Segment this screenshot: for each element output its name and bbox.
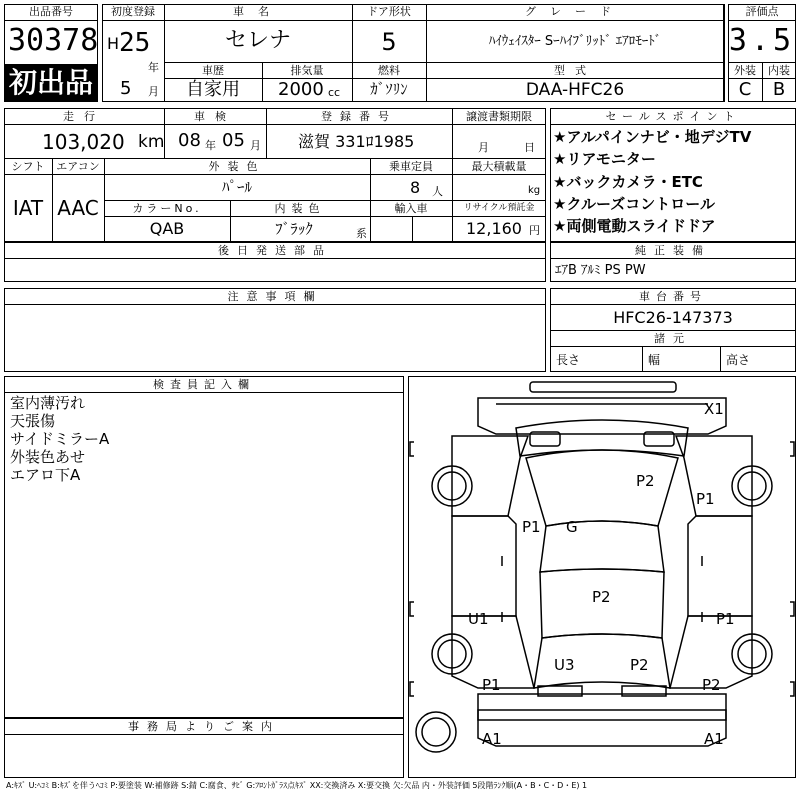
damage-mark: P1	[716, 610, 735, 628]
car-name-label: 車名	[233, 5, 283, 18]
damage-mark: P2	[592, 588, 611, 606]
office-label: 事務局よりご案内	[128, 720, 280, 733]
lot-number-label: 出品番号	[29, 5, 73, 18]
ac-label: エアコン	[56, 160, 100, 173]
recycle-unit: 円	[529, 224, 540, 237]
recycle-label: リサイクル預託金	[463, 203, 535, 213]
fuel-value: ｶﾞｿﾘﾝ	[370, 80, 408, 98]
capacity-unit: 人	[432, 185, 443, 198]
history-label: 車歴	[202, 64, 224, 77]
inspection-year: 08	[178, 130, 201, 151]
shift-value: IAT	[12, 196, 44, 220]
fuel-label: 燃料	[378, 64, 400, 77]
width-label: 幅	[648, 353, 661, 367]
ac-value: AAC	[57, 196, 99, 220]
ext-color-value: ﾊﾟｰﾙ	[221, 178, 252, 196]
damage-mark: P1	[482, 676, 501, 694]
length-label: 長さ	[556, 353, 581, 367]
grade-label: グレード	[525, 5, 625, 18]
int-color-value: ﾌﾞﾗｯｸ	[275, 220, 313, 238]
sales-point-item: ★両側電動スライドドア	[553, 217, 716, 235]
displacement-unit: cc	[328, 86, 341, 99]
displacement-value: 2000	[278, 79, 324, 100]
sales-point-item: ★アルパインナビ・地デジTV	[553, 128, 752, 146]
reg-month-unit: 月	[148, 85, 159, 98]
mileage-label: 走行	[63, 110, 105, 123]
damage-mark: U1	[468, 610, 489, 628]
first-reg-label: 初度登録	[111, 5, 155, 18]
inspector-note: 室内薄汚れ	[10, 394, 86, 412]
int-color-unit: 系	[356, 227, 367, 240]
chassis-label: 車台番号	[639, 290, 707, 303]
score-label: 評価点	[745, 5, 779, 18]
damage-mark: U3	[554, 656, 575, 674]
sales-point-item: ★クルーズコントロール	[553, 195, 715, 213]
chassis-number: HFC26-147373	[613, 308, 733, 327]
inspection-label: 車検	[194, 110, 236, 123]
grade-value: ﾊｲｳｪｲｽﾀｰ Sｰﾊｲﾌﾞﾘｯﾄﾞ ｴｱﾛﾓｰﾄﾞ	[488, 34, 662, 49]
sales-points-label: セールスポイント	[605, 110, 741, 123]
sales-point-item: ★バックカメラ・ETC	[553, 173, 703, 191]
transfer-label: 譲渡書類期限	[466, 110, 532, 123]
exterior-grade: C	[738, 79, 752, 100]
inspector-note: サイドミラーA	[10, 430, 110, 448]
model-value: DAA-HFC26	[525, 80, 625, 100]
reg-number-label: 登録番号	[321, 110, 397, 123]
damage-mark: P2	[636, 472, 655, 490]
damage-legend: A:ｷｽﾞ U:ﾍｺﾐ B:ｷｽﾞを伴うﾍｺﾐ P:要塗装 W:補修跡 S:錆 C:腐食、ｻﾋﾞ G:ﾌﾛﾝﾄｶﾞﾗｽ点ｷｽﾞ XX:交換済み X:要交換 欠:欠品 内・外装評価 5段階ﾗﾝｸ順(A・B・C・D・E) 1	[6, 781, 588, 790]
reg-number: 滋賀 331ﾛ1985	[298, 132, 415, 151]
reg-year: 25	[119, 28, 151, 58]
car-damage-diagram	[408, 376, 796, 778]
dims-label: 諸元	[654, 332, 692, 345]
damage-mark: P2	[702, 676, 721, 694]
recycle-value: 12,160	[466, 219, 522, 238]
doors-label: ドア形状	[367, 5, 411, 18]
damage-mark: G	[566, 518, 578, 536]
lot-number: 30378	[8, 23, 99, 58]
first-listing-badge: 初出品	[4, 64, 98, 102]
exterior-label: 外装	[734, 64, 756, 77]
reg-month: 5	[120, 78, 132, 99]
inspection-year-unit: 年	[205, 139, 216, 152]
damage-mark: A1	[482, 730, 502, 748]
inspector-label: 検査員記入欄	[153, 378, 255, 391]
inspector-note: 外装色あせ	[10, 448, 86, 466]
load-label: 最大積載量	[471, 160, 527, 173]
capacity-value: 8	[410, 178, 421, 197]
damage-mark: X1	[704, 400, 724, 418]
damage-mark: P1	[522, 518, 541, 536]
equipment-value: ｴｱB ｱﾙﾐ PS PW	[555, 263, 646, 278]
damage-mark: P2	[630, 656, 649, 674]
load-unit: kg	[528, 185, 541, 196]
color-no-label: カラーNo.	[132, 202, 202, 215]
mileage-unit: km	[138, 132, 165, 152]
transfer-day-unit: 日	[524, 141, 535, 154]
notes-label: 注意事項欄	[227, 290, 323, 303]
era-letter: H	[107, 34, 120, 53]
later-parts-label: 後日発送部品	[218, 244, 332, 257]
model-label: 型式	[554, 64, 596, 77]
score-value: 3.5	[728, 23, 796, 58]
color-no-value: QAB	[149, 219, 185, 238]
damage-mark: A1	[704, 730, 724, 748]
inspector-note: エアロ下A	[10, 466, 81, 484]
inspector-box	[4, 376, 404, 718]
ext-color-label: 外装色	[208, 160, 266, 173]
displacement-label: 排気量	[290, 64, 324, 77]
import-label: 輸入車	[394, 202, 428, 215]
history-value: 自家用	[186, 79, 240, 100]
doors-value: 5	[381, 28, 397, 56]
transfer-month-unit: 月	[478, 141, 489, 154]
inspection-month: 05	[222, 130, 245, 151]
sales-point-item: ★リアモニター	[553, 150, 656, 168]
capacity-label: 乗車定員	[389, 160, 433, 173]
int-color-label: 内装色	[274, 202, 326, 215]
height-label: 高さ	[726, 353, 751, 367]
car-name: セレナ	[224, 28, 291, 53]
inspector-note: 天張傷	[10, 412, 56, 430]
damage-mark: P1	[696, 490, 715, 508]
shift-label: シフト	[11, 160, 45, 173]
inspection-month-unit: 月	[250, 139, 261, 152]
mileage-value: 103,020	[42, 130, 125, 154]
interior-grade: B	[772, 79, 786, 100]
equipment-label: 純正装備	[635, 244, 711, 257]
reg-year-unit: 年	[148, 61, 159, 74]
interior-label: 内装	[768, 64, 790, 77]
